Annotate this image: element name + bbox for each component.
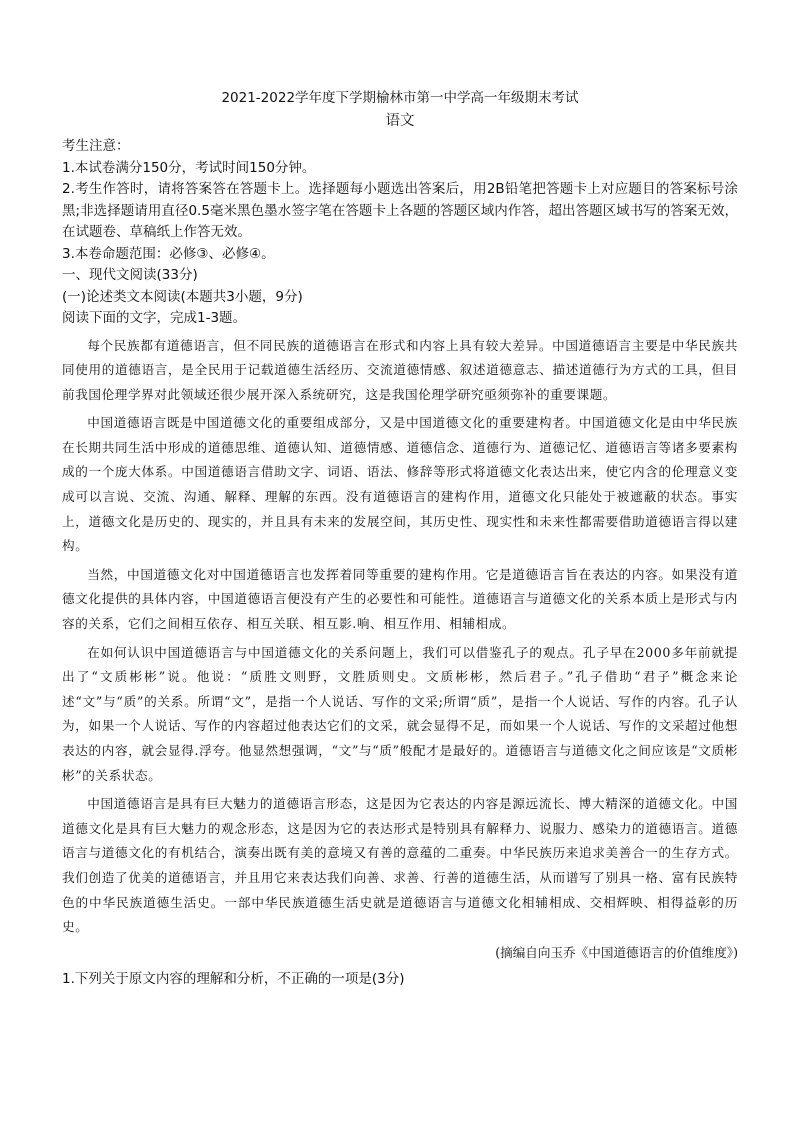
passage-paragraph: 中国道德语言是具有巨大魅力的道德语言形态，这是因为它表达的内容是源远流长、博大精深的道德文化。中国道德文化是具有巨大魅力的观念形态，这是因为它的表达形式是特别具有解释力、说服力、感染力的道德语言。道德语言与道德文化的有机结合，演奏出既有美的意境又有善的意蕴的二重奏。中华民族历来追求美善合一的生存方式。我们创造了优美的道德语言，并且用它来表达我们向善、求善、行善的道德生活，从而谱写了别具一格、富有民族特色的中华民族道德生活史。一部中华民族道德生活史就是道德语言与道德文化相辅相成、交相辉映、相得益彰的历史。	[62, 796, 738, 935]
note-item: 1.本试卷满分150分，考试时间150分钟。	[62, 159, 316, 176]
notes-block	[62, 136, 738, 265]
passage-paragraph: 中国道德语言既是中国道德文化的重要组成部分，又是中国道德文化的重要建构者。中国道德文化是由中华民族在长期共同生活中形成的道德思维、道德认知、道德情感、道德信念、道德行为、道德记忆、道德语言等诸多要素构成的一个庞大体系。中国道德语言借助文字、词语、语法、修辞等形式将道德文化表达出来，使它内含的伦理意义变成可以言说、交流、沟通、解释、理解的东西。没有道德语言的建构作用，道德文化只能处于被遮蔽的状态。事实上，道德文化是历史的、现实的，并且具有未来的发展空间，其历史性、现实性和未来性都需要借助道德语言得以建构。	[62, 415, 738, 554]
reading-passage	[62, 334, 738, 964]
exam-title: 2021-2022学年度下学期榆林市第一中学高一年级期末考试	[221, 90, 579, 106]
passage-source: (摘编自向玉乔《中国道德语言的价值维度》)	[495, 944, 738, 960]
passage-paragraph: 在如何认识中国道德语言与中国道德文化的关系问题上，我们可以借鉴孔子的观点。孔子早在2000多年前就提出了“文质彬彬”说。他说：“质胜文则野，文胜质则史。文质彬彬，然后君子。”孔子借助“君子”概念来论述“文”与“质”的关系。所谓“文”，是指一个人说话、写作的文采;所谓“质”，是指一个人说话、写作的内容。孔子认为，如果一个人说话、写作的内容超过他表达它们的文采，就会显得不足，而如果一个人说话、写作的文采超过他想表达的内容，就会显得.浮夸。他显然想强调，“文”与“质”般配才是最好的。道德语言与道德文化之间应该是“文质彬彬”的关系状态。	[62, 644, 738, 783]
question-1: 1.下列关于原文内容的理解和分析，不正确的一项是(3分)	[62, 970, 405, 987]
passage-paragraph: 每个民族都有道德语言，但不同民族的道德语言在形式和内容上具有较大差异。中国道德语言主要是中华民族共同使用的道德语言，是全民用于记载道德生活经历、交流道德情感、叙述道德意志、描述道德行为方式的工具，但目前我国伦理学界对此领域还很少展开深入系统研究，这是我国伦理学研究亟须弥补的重要课题。	[62, 337, 738, 402]
notes-heading: 考生注意：	[62, 138, 130, 154]
note-item: 3.本卷命题范围：必修③、必修④。	[62, 245, 275, 262]
section-heading: 一、现代文阅读(33分)	[62, 267, 198, 283]
subsection-heading: (一)论述类文本阅读(本题共3小题，9分)	[62, 288, 303, 305]
reading-instruction: 阅读下面的文字，完成1-3题。	[62, 310, 247, 326]
exam-subject: 语文	[385, 113, 415, 129]
note-item: 2.考生作答时，请将答案答在答题卡上。选择题每小题选出答案后，用2B铅笔把答题卡上对应题目的答案标号涂黑;非选择题请用直径0.5毫米黑色墨水签字笔在答题卡上各题的答题区域内作答，超出答题区域书写的答案无效，在试题卷、草稿纸上作答无效。	[62, 181, 738, 240]
exam-page	[62, 88, 738, 990]
passage-paragraph: 当然，中国道德文化对中国道德语言也发挥着同等重要的建构作用。它是道德语言旨在表达的内容。如果没有道德文化提供的具体内容，中国道德语言便没有产生的必要性和可能性。道德语言与道德文化的关系本质上是形式与内容的关系，它们之间相互依存、相互关联、相互影.响、相互作用、相辅相成。	[62, 566, 738, 632]
